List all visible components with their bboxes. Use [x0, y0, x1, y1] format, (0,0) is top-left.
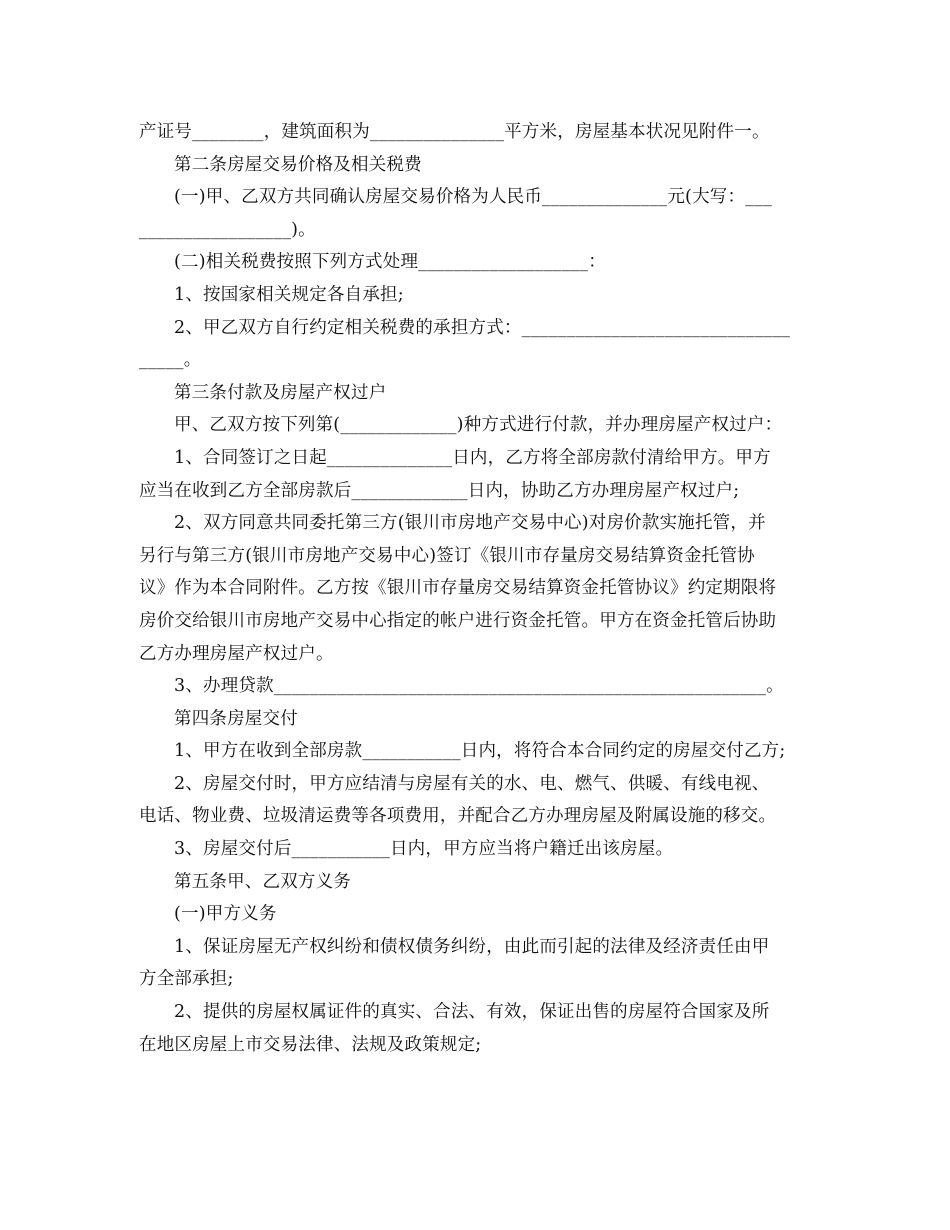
text-line: _________________)。 [139, 219, 316, 240]
text-line: 方全部承担; [139, 969, 234, 990]
article-heading: 第五条甲、乙双方义务 [174, 871, 351, 892]
text-line: 2、房屋交付时，甲方应结清与房屋有关的水、电、燃气、供暖、有线电视、 [174, 773, 770, 794]
text-line: 1、合同签订之日起______________日内，乙方将全部房款付清给甲方。甲方 [174, 447, 771, 468]
text-line: 乙方办理房屋产权过户。 [139, 643, 334, 664]
text-line: 电话、物业费、垃圾清运费等各项费用，并配合乙方办理房屋及附属设施的移交。 [139, 806, 777, 827]
text-line: 3、办理贷款_______________________________________________________。 [174, 676, 784, 697]
document-body [139, 116, 819, 1061]
text-line: _____。 [139, 350, 202, 371]
section-heading: (一)甲方义务 [174, 904, 277, 925]
text-line: 另行与第三方(银川市房地产交易中心)签订《银川市存量房交易结算资金托管协 [139, 545, 755, 566]
text-line: 3、房屋交付后___________日内，甲方应当将户籍迁出该房屋。 [174, 839, 674, 860]
text-line: 2、甲乙双方自行约定相关税费的承担方式：______________________________ [174, 317, 791, 338]
text-line: 2、提供的房屋权属证件的真实、合法、有效，保证出售的房屋符合国家及所 [174, 1002, 770, 1023]
text-line: 应当在收到乙方全部房款后_____________日内，协助乙方办理房屋产权过户; [139, 480, 740, 501]
article-heading: 第四条房屋交付 [174, 708, 298, 729]
article-heading: 第三条付款及房屋产权过户 [174, 382, 387, 403]
text-line: 甲、乙双方按下列第(_____________)种方式进行付款，并办理房屋产权过户： [174, 415, 783, 436]
text-line: 产证号________，建筑面积为_______________平方米，房屋基本状况见附件一。 [139, 122, 770, 142]
text-line: (一)甲、乙双方共同确认房屋交易价格为人民币______________元(大写：___ [174, 187, 773, 208]
text-line: 1、按国家相关规定各自承担; [174, 284, 404, 305]
text-line: 房价交给银川市房地产交易中心指定的帐户进行资金托管。甲方在资金托管后协助 [139, 610, 777, 631]
text-line: 1、甲方在收到全部房款___________日内，将符合本合同约定的房屋交付乙方; [174, 741, 786, 762]
article-heading: 第二条房屋交易价格及相关税费 [174, 154, 422, 175]
text-line: (二)相关税费按照下列方式处理___________________： [174, 252, 606, 273]
text-line: 议》作为本合同附件。乙方按《银川市存量房交易结算资金托管协议》约定期限将 [139, 578, 777, 599]
text-line: 2、双方同意共同委托第三方(银川市房地产交易中心)对房价款实施托管，并 [174, 513, 766, 534]
text-line: 在地区房屋上市交易法律、法规及政策规定; [139, 1034, 482, 1055]
text-line: 1、保证房屋无产权纠纷和债权债务纠纷，由此而引起的法律及经济责任由甲 [174, 936, 770, 957]
